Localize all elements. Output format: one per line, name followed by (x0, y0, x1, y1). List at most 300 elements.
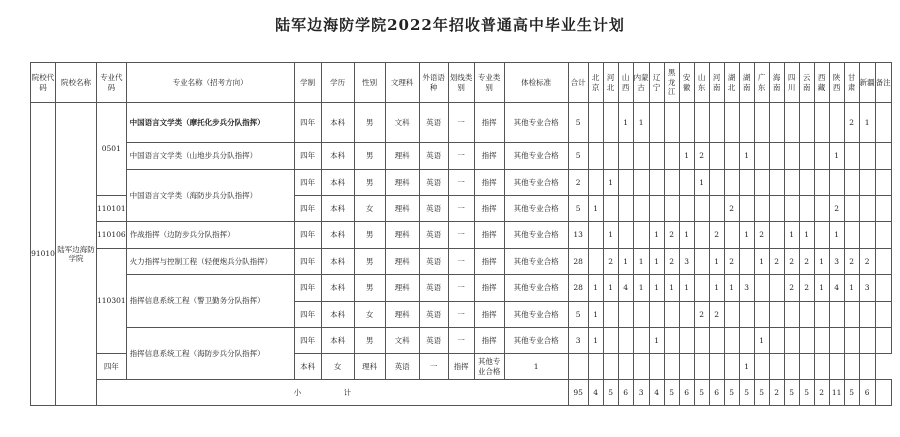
province-count-cell (859, 170, 875, 196)
province-count-cell: 1 (679, 275, 694, 302)
province-count-cell: 1 (649, 249, 664, 275)
header-note: 备注 (875, 63, 891, 103)
province-count-cell (799, 143, 814, 170)
header-health: 体检标准 (504, 63, 568, 103)
province-count-cell (724, 170, 739, 196)
province-count-cell: 2 (859, 249, 875, 275)
province-count-cell (754, 302, 769, 328)
province-count-cell (739, 249, 754, 275)
total-cell: 1 (504, 354, 568, 380)
province-count-cell: 2 (784, 249, 799, 275)
province-count-cell (603, 143, 618, 170)
province-count-cell (633, 354, 649, 380)
gender-cell: 男 (354, 328, 385, 354)
table-row (31, 275, 892, 302)
enrollment-plan-table (30, 62, 892, 406)
subtotal-province-count: 5 (664, 380, 679, 406)
province-count-cell: 1 (679, 222, 694, 249)
language-cell: 英语 (419, 249, 448, 275)
province-count-cell (724, 328, 739, 354)
category-cell: 指挥 (474, 196, 504, 222)
language-cell: 英语 (419, 275, 448, 302)
province-count-cell (769, 302, 784, 328)
province-count-cell: 2 (694, 143, 709, 170)
subtotal-province-count: 5 (754, 380, 769, 406)
header-province: 海南 (769, 63, 784, 103)
province-count-cell (603, 354, 618, 380)
province-count-cell: 1 (709, 275, 724, 302)
province-count-cell (649, 103, 664, 143)
province-count-cell (814, 328, 829, 354)
province-count-cell (664, 328, 679, 354)
province-count-cell (784, 354, 799, 380)
province-count-cell: 1 (814, 275, 829, 302)
subtotal-province-count: 5 (603, 380, 618, 406)
province-count-cell (664, 302, 679, 328)
province-count-cell (739, 170, 754, 196)
years-cell: 四年 (294, 103, 321, 143)
province-count-cell (588, 249, 603, 275)
province-count-cell (679, 196, 694, 222)
header-line: 划线类别 (448, 63, 474, 103)
health-cell: 其他专业合格 (504, 249, 568, 275)
gender-cell: 女 (354, 302, 385, 328)
province-count-cell (633, 302, 649, 328)
province-count-cell: 1 (649, 328, 664, 354)
health-cell: 其他专业合格 (504, 328, 568, 354)
header-years: 学制 (294, 63, 321, 103)
province-count-cell: 1 (588, 275, 603, 302)
gender-cell: 女 (321, 354, 354, 380)
table-row (31, 249, 892, 275)
province-count-cell: 4 (829, 275, 844, 302)
province-count-cell (859, 196, 875, 222)
province-count-cell (664, 354, 679, 380)
subtotal-province-count: 6 (618, 380, 633, 406)
province-count-cell: 1 (739, 354, 754, 380)
category-cell: 指挥 (474, 143, 504, 170)
header-major-name: 专业名称（招考方向） (126, 63, 294, 103)
province-count-cell (618, 143, 633, 170)
province-count-cell (649, 143, 664, 170)
province-count-cell (694, 328, 709, 354)
health-cell: 其他专业合格 (474, 354, 504, 380)
province-count-cell: 1 (694, 170, 709, 196)
province-count-cell (814, 103, 829, 143)
province-count-cell (664, 170, 679, 196)
language-cell: 英语 (419, 143, 448, 170)
province-count-cell: 1 (603, 170, 618, 196)
province-count-cell (829, 103, 844, 143)
health-cell: 其他专业合格 (504, 275, 568, 302)
province-count-cell (739, 302, 754, 328)
category-cell: 指挥 (474, 222, 504, 249)
major-code-cell: 110301 (97, 249, 127, 354)
degree-cell: 本科 (294, 354, 321, 380)
health-cell: 其他专业合格 (504, 170, 568, 196)
line-cell: 一 (448, 222, 474, 249)
gender-cell: 男 (354, 222, 385, 249)
track-cell: 理科 (385, 275, 419, 302)
province-count-cell (633, 222, 649, 249)
province-count-cell: 1 (829, 143, 844, 170)
province-count-cell: 1 (724, 275, 739, 302)
province-count-cell (814, 196, 829, 222)
note-cell (875, 302, 891, 328)
total-cell: 3 (568, 328, 588, 354)
province-count-cell (844, 354, 859, 380)
header-row (31, 63, 892, 103)
track-cell: 理科 (385, 302, 419, 328)
province-count-cell (859, 143, 875, 170)
province-count-cell: 1 (739, 143, 754, 170)
header-province: 内蒙古 (633, 63, 649, 103)
province-count-cell (724, 143, 739, 170)
province-count-cell (799, 302, 814, 328)
gender-cell: 男 (354, 170, 385, 196)
province-count-cell: 1 (649, 275, 664, 302)
province-count-cell (664, 196, 679, 222)
subtotal-province-count: 4 (588, 380, 603, 406)
province-count-cell: 4 (618, 275, 633, 302)
language-cell: 英语 (419, 302, 448, 328)
province-count-cell: 1 (588, 196, 603, 222)
province-count-cell: 3 (739, 275, 754, 302)
province-count-cell (618, 222, 633, 249)
province-count-cell: 1 (739, 222, 754, 249)
language-cell: 英语 (419, 196, 448, 222)
province-count-cell (859, 302, 875, 328)
province-count-cell (603, 103, 618, 143)
province-count-cell: 1 (603, 275, 618, 302)
note-cell (875, 328, 891, 354)
province-count-cell: 2 (724, 196, 739, 222)
province-count-cell (618, 302, 633, 328)
province-count-cell (588, 170, 603, 196)
province-count-cell (829, 170, 844, 196)
line-cell: 一 (448, 196, 474, 222)
province-count-cell (784, 328, 799, 354)
province-count-cell: 2 (799, 275, 814, 302)
subtotal-province-count: 6 (859, 380, 875, 406)
years-cell: 四年 (294, 328, 321, 354)
province-count-cell (769, 275, 784, 302)
category-cell: 指挥 (474, 170, 504, 196)
province-count-cell (799, 103, 814, 143)
total-cell: 28 (568, 275, 588, 302)
province-count-cell (739, 328, 754, 354)
province-count-cell: 2 (769, 249, 784, 275)
major-name-cell: 中国语言文学类（摩托化步兵分队指挥） (126, 103, 294, 143)
note-cell (859, 354, 875, 380)
subtotal-province-count: 5 (694, 380, 709, 406)
province-count-cell (694, 354, 709, 380)
header-province: 北京 (588, 63, 603, 103)
total-cell: 5 (568, 103, 588, 143)
language-cell: 英语 (419, 170, 448, 196)
table-row (31, 170, 892, 196)
degree-cell: 本科 (321, 222, 354, 249)
header-province: 湖南 (739, 63, 754, 103)
language-cell: 英语 (419, 222, 448, 249)
province-count-cell (694, 275, 709, 302)
track-cell: 理科 (385, 196, 419, 222)
major-name-cell: 中国语言文学类（海防步兵分队指挥） (126, 170, 294, 222)
province-count-cell (769, 222, 784, 249)
province-count-cell (633, 143, 649, 170)
language-cell: 英语 (419, 103, 448, 143)
province-count-cell (799, 328, 814, 354)
province-count-cell: 2 (724, 249, 739, 275)
province-count-cell (829, 302, 844, 328)
province-count-cell (649, 302, 664, 328)
school-code-cell: 91010 (31, 103, 56, 406)
province-count-cell (844, 222, 859, 249)
province-count-cell (588, 143, 603, 170)
health-cell: 其他专业合格 (504, 143, 568, 170)
province-count-cell: 1 (603, 222, 618, 249)
note-cell (875, 143, 891, 170)
province-count-cell (814, 222, 829, 249)
province-count-cell: 2 (664, 249, 679, 275)
subtotal-province-count: 5 (724, 380, 739, 406)
province-count-cell (769, 170, 784, 196)
header-province: 河北 (603, 63, 618, 103)
note-cell (875, 249, 891, 275)
province-count-cell (694, 103, 709, 143)
province-count-cell: 1 (829, 222, 844, 249)
subtotal-province-count: 5 (784, 380, 799, 406)
category-cell: 指挥 (474, 103, 504, 143)
subtotal-province-count: 6 (679, 380, 694, 406)
province-count-cell (679, 170, 694, 196)
degree-cell: 本科 (321, 143, 354, 170)
header-school-name: 院校名称 (56, 63, 97, 103)
header-province: 西藏 (814, 63, 829, 103)
province-count-cell (603, 196, 618, 222)
province-count-cell (724, 103, 739, 143)
province-count-cell (664, 103, 679, 143)
degree-cell: 本科 (321, 103, 354, 143)
note-cell (875, 196, 891, 222)
province-count-cell (618, 170, 633, 196)
line-cell: 一 (448, 249, 474, 275)
province-count-cell (618, 354, 633, 380)
degree-cell: 本科 (321, 275, 354, 302)
gender-cell: 男 (354, 143, 385, 170)
line-cell: 一 (448, 328, 474, 354)
province-count-cell: 3 (829, 249, 844, 275)
province-count-cell: 2 (754, 222, 769, 249)
header-total: 合计 (568, 63, 588, 103)
subtotal-province-count: 6 (709, 380, 724, 406)
health-cell: 其他专业合格 (504, 103, 568, 143)
province-count-cell: 2 (603, 249, 618, 275)
page-title: 陆军边海防学院2022年招收普通高中毕业生计划 (275, 16, 625, 34)
province-count-cell (649, 170, 664, 196)
subtotal-province-count: 5 (844, 380, 859, 406)
header-province: 新疆 (859, 63, 875, 103)
subtotal-province-count: 5 (799, 380, 814, 406)
province-count-cell (649, 354, 664, 380)
province-count-cell (709, 170, 724, 196)
total-cell: 28 (568, 249, 588, 275)
years-cell: 四年 (294, 143, 321, 170)
province-count-cell (769, 196, 784, 222)
province-count-cell (754, 143, 769, 170)
province-count-cell (754, 354, 769, 380)
province-count-cell: 2 (829, 196, 844, 222)
province-count-cell (784, 196, 799, 222)
major-name-cell: 指挥信息系统工程（警卫勤务分队指挥） (126, 275, 294, 328)
province-count-cell: 2 (694, 302, 709, 328)
province-count-cell: 1 (799, 222, 814, 249)
province-count-cell (769, 143, 784, 170)
province-count-cell: 2 (664, 222, 679, 249)
header-province: 陕西 (829, 63, 844, 103)
gender-cell: 男 (354, 103, 385, 143)
header-school-code: 院校代码 (31, 63, 56, 103)
track-cell: 理科 (354, 354, 385, 380)
province-count-cell (754, 275, 769, 302)
header-province: 湖北 (724, 63, 739, 103)
total-cell: 2 (568, 170, 588, 196)
note-cell (875, 222, 891, 249)
subtotal-province-count: 4 (649, 380, 664, 406)
language-cell: 英语 (419, 328, 448, 354)
years-cell: 四年 (294, 196, 321, 222)
degree-cell: 本科 (321, 302, 354, 328)
province-count-cell: 1 (664, 275, 679, 302)
note-cell (875, 380, 891, 406)
province-count-cell (769, 328, 784, 354)
subtotal-province-count: 3 (633, 380, 649, 406)
province-count-cell (784, 143, 799, 170)
header-province: 云南 (799, 63, 814, 103)
total-cell: 13 (568, 222, 588, 249)
header-province: 河南 (709, 63, 724, 103)
province-count-cell (649, 196, 664, 222)
subtotal-province-count: 11 (829, 380, 844, 406)
province-count-cell (603, 302, 618, 328)
province-count-cell (859, 222, 875, 249)
province-count-cell: 1 (633, 249, 649, 275)
gender-cell: 女 (354, 196, 385, 222)
header-language: 外语语种 (419, 63, 448, 103)
table-row (31, 222, 892, 249)
province-count-cell (679, 328, 694, 354)
years-cell: 四年 (294, 222, 321, 249)
header-major-code: 专业代码 (97, 63, 127, 103)
province-count-cell (754, 196, 769, 222)
years-cell: 四年 (294, 275, 321, 302)
province-count-cell: 1 (633, 103, 649, 143)
years-cell: 四年 (97, 354, 127, 380)
school-name-cell: 陆军边海防学院 (56, 103, 97, 406)
province-count-cell (724, 302, 739, 328)
province-count-cell (694, 249, 709, 275)
province-count-cell (799, 196, 814, 222)
province-count-cell (724, 222, 739, 249)
table-row (31, 103, 892, 143)
degree-cell: 本科 (321, 196, 354, 222)
province-count-cell (814, 170, 829, 196)
province-count-cell (618, 196, 633, 222)
subtotal-province-count: 2 (769, 380, 784, 406)
line-cell: 一 (448, 103, 474, 143)
header-province: 辽宁 (649, 63, 664, 103)
province-count-cell (709, 196, 724, 222)
province-count-cell (679, 103, 694, 143)
province-count-cell (814, 302, 829, 328)
province-count-cell: 1 (814, 249, 829, 275)
province-count-cell: 1 (618, 103, 633, 143)
province-count-cell: 3 (859, 275, 875, 302)
header-gender: 性别 (354, 63, 385, 103)
province-count-cell (769, 103, 784, 143)
major-code-cell: 0501 (97, 103, 127, 196)
province-count-cell: 1 (679, 143, 694, 170)
category-cell: 指挥 (474, 249, 504, 275)
health-cell: 其他专业合格 (504, 196, 568, 222)
province-count-cell (739, 103, 754, 143)
province-count-cell (784, 170, 799, 196)
header-province: 黑龙江 (664, 63, 679, 103)
province-count-cell: 2 (784, 275, 799, 302)
header-province: 山东 (694, 63, 709, 103)
province-count-cell (844, 328, 859, 354)
province-count-cell (588, 222, 603, 249)
note-cell (875, 170, 891, 196)
province-count-cell (709, 103, 724, 143)
line-cell: 一 (448, 275, 474, 302)
province-count-cell (709, 354, 724, 380)
years-cell: 四年 (294, 249, 321, 275)
province-count-cell (799, 170, 814, 196)
years-cell: 四年 (294, 170, 321, 196)
province-count-cell (603, 328, 618, 354)
province-count-cell (814, 143, 829, 170)
province-count-cell (633, 328, 649, 354)
province-count-cell (784, 103, 799, 143)
header-province: 四川 (784, 63, 799, 103)
province-count-cell: 1 (709, 249, 724, 275)
province-count-cell: 2 (709, 222, 724, 249)
province-count-cell: 1 (844, 275, 859, 302)
province-count-cell (844, 196, 859, 222)
category-cell: 指挥 (474, 302, 504, 328)
province-count-cell (588, 354, 603, 380)
degree-cell: 本科 (321, 328, 354, 354)
major-name-cell: 火力指挥与控制工程（轻便炮兵分队指挥） (126, 249, 294, 275)
province-count-cell (709, 143, 724, 170)
years-cell: 四年 (294, 302, 321, 328)
subtotal-total: 95 (568, 380, 588, 406)
province-count-cell (829, 328, 844, 354)
province-count-cell (769, 354, 784, 380)
province-count-cell: 1 (588, 328, 603, 354)
province-count-cell (618, 328, 633, 354)
table-row (31, 328, 892, 354)
province-count-cell: 3 (679, 249, 694, 275)
province-count-cell (694, 196, 709, 222)
province-count-cell (694, 222, 709, 249)
header-track: 文理科 (385, 63, 419, 103)
header-province: 广东 (754, 63, 769, 103)
province-count-cell (588, 103, 603, 143)
degree-cell: 本科 (321, 170, 354, 196)
header-province: 安徽 (679, 63, 694, 103)
